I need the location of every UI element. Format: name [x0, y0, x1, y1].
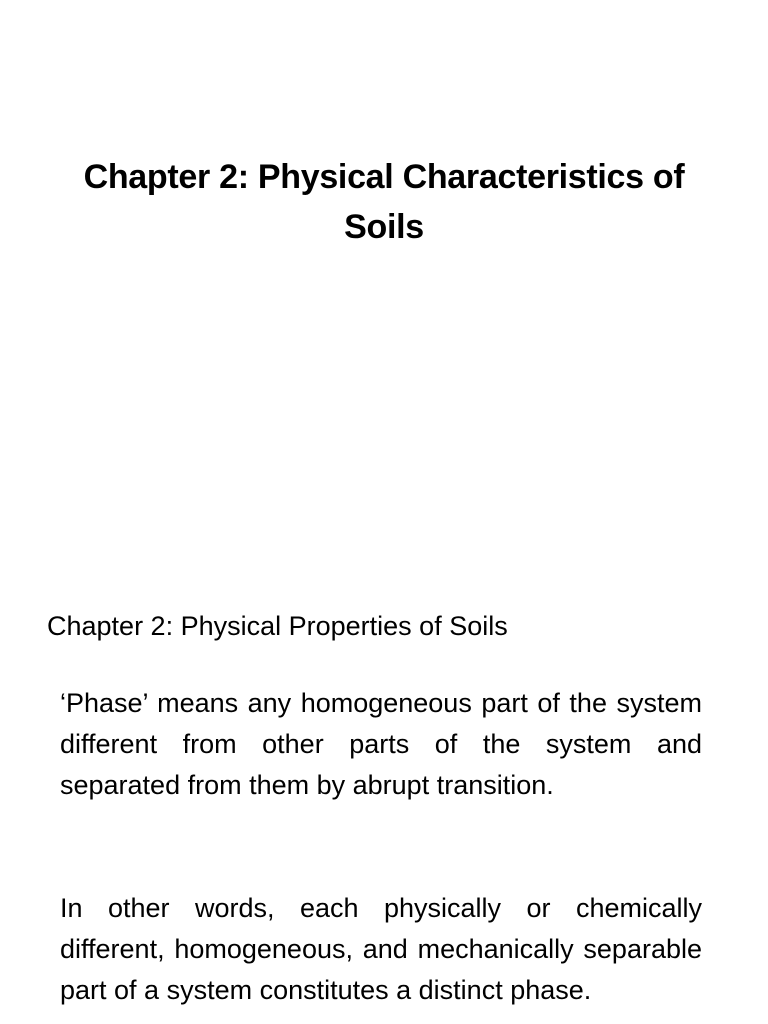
section-heading: Chapter 2: Physical Properties of Soils: [47, 611, 508, 641]
phase-explanation-paragraph: In other words, each physically or chemically different, homogeneous, and mechanically separable part of a system constitutes a distinct phase.: [60, 893, 702, 1005]
slide-title: Chapter 2: Physical Characteristics of Soils: [83, 158, 685, 246]
phase-definition-paragraph: ‘Phase’ means any homogeneous part of the system different from other parts of the system and separated from them by abrupt transition.: [60, 688, 702, 800]
